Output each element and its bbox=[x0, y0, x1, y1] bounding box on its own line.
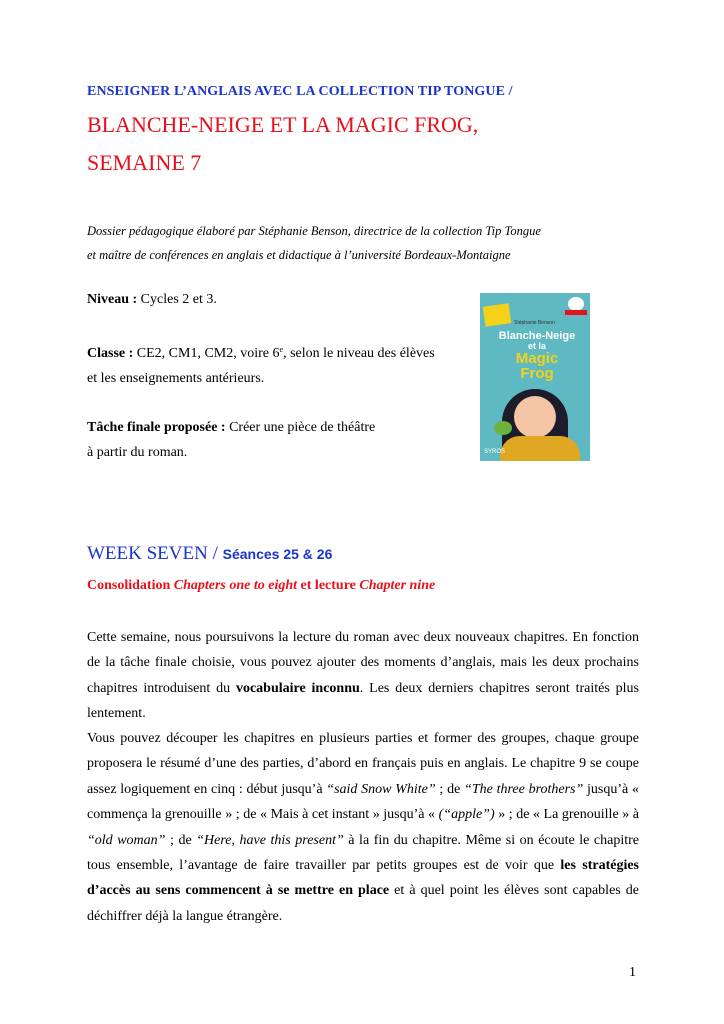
p2-c: ; de bbox=[435, 781, 465, 797]
classe-line-2: et les enseignements antérieurs. bbox=[87, 371, 265, 386]
document-title: BLANCHE-NEIGE ET LA MAGIC FROG, bbox=[87, 112, 479, 137]
p2-e: jusqu’à « commença la grenouille » ; de « Mais à cet instant » jusqu’à « bbox=[87, 781, 640, 823]
cover-title bbox=[492, 331, 582, 381]
tache-line-2: à partir du roman. bbox=[87, 445, 188, 460]
character-coat bbox=[500, 436, 580, 461]
p2-a: Vous pouvez découper les chapitres en plusieurs parties et former des groupes, chaque groupe proposera le résumé d’une des parties, d’abord en français puis en anglais. Le chapitre 9 se coupe assez logiquement en cinq : début jusqu’à bbox=[87, 731, 639, 797]
book-cover-image bbox=[480, 293, 590, 461]
cover-badge bbox=[483, 303, 512, 326]
seances-label: Séances 25 & 26 bbox=[222, 546, 333, 562]
paragraph-1 bbox=[87, 625, 639, 727]
page-number: 1 bbox=[629, 965, 636, 980]
consolidation-line bbox=[87, 578, 435, 594]
cover-title-d: Frog bbox=[520, 365, 554, 382]
p1-text-a: Cette semaine, nous poursuivons la lecture du roman avec deux nouveaux chapitres. En fonction de la tâche finale choisie, vous pouvez ajouter des moments d’anglais, mais les deux prochains chapitres introduisent du bbox=[87, 630, 639, 696]
tip-tongue-logo-icon bbox=[568, 297, 584, 311]
p2-bold: les stratégies d’accès au sens commencent à se mettre en place bbox=[87, 858, 639, 899]
classe bbox=[87, 345, 435, 362]
p2-d: “The three brothers” bbox=[464, 781, 584, 797]
tache-value: Créer une pièce de théâtre bbox=[225, 420, 376, 435]
week-heading bbox=[87, 543, 332, 565]
p2-i: ; de bbox=[165, 832, 197, 848]
p2-b: “said Snow White” bbox=[326, 781, 436, 797]
intro-line-2: et maître de conférences en anglais et didactique à l’université Bordeaux-Montaigne bbox=[87, 248, 511, 262]
p2-h: “old woman” bbox=[87, 832, 166, 848]
cover-author: Stéphanie Benson bbox=[514, 320, 555, 326]
p2-g: » ; de « La grenouille » à bbox=[494, 807, 640, 823]
p2-f: (“apple”) bbox=[438, 807, 495, 823]
p1-bold: vocabulaire inconnu bbox=[235, 680, 360, 696]
consol-d: Chapter nine bbox=[359, 578, 436, 593]
consol-b: Chapters one to eight bbox=[173, 578, 298, 593]
p2-k: à la fin du chapitre. Même si on écoute le chapitre tous ensemble, l’avantage de faire travailler par petits groupes est de voir que bbox=[87, 832, 640, 874]
p1-text-c: . Les deux derniers chapitres seront traités plus lentement. bbox=[87, 680, 640, 722]
consol-a: Consolidation bbox=[87, 578, 174, 593]
consol-c: et lecture bbox=[297, 578, 360, 593]
niveau bbox=[87, 292, 217, 308]
niveau-label: Niveau : bbox=[87, 292, 138, 307]
cover-title-a: Blanche-Neige bbox=[498, 330, 576, 342]
character-face bbox=[514, 396, 556, 438]
cover-title-b: et la bbox=[527, 341, 546, 351]
series-heading: ENSEIGNER L’ANGLAIS AVEC LA COLLECTION TIP TONGUE / bbox=[87, 84, 513, 99]
classe-label: Classe : bbox=[87, 346, 134, 361]
cover-publisher: SYROS bbox=[484, 449, 506, 455]
classe-value-end: , selon le niveau des élèves bbox=[283, 346, 435, 361]
p2-m: et à quel point les élèves sont capables de déchiffrer déjà la langue étrangère. bbox=[87, 883, 639, 924]
paragraph-2 bbox=[87, 726, 639, 929]
niveau-value: Cycles 2 et 3. bbox=[137, 292, 217, 307]
document-subtitle: SEMAINE 7 bbox=[87, 150, 202, 175]
p2-j: “Here, have this present” bbox=[196, 832, 344, 848]
tache-label: Tâche finale proposée : bbox=[87, 420, 226, 435]
cover-title-c: Magic bbox=[515, 350, 559, 367]
tip-tongue-banner bbox=[565, 310, 587, 315]
frog-icon bbox=[494, 421, 512, 435]
week-title: WEEK SEVEN / bbox=[87, 543, 223, 564]
tache-finale bbox=[87, 420, 375, 436]
intro-line-1: Dossier pédagogique élaboré par Stéphanie Benson, directrice de la collection Tip Tongue bbox=[87, 224, 541, 238]
classe-value: CE2, CM1, CM2, voire 6 bbox=[133, 346, 280, 361]
classe-superscript: e bbox=[279, 345, 284, 354]
